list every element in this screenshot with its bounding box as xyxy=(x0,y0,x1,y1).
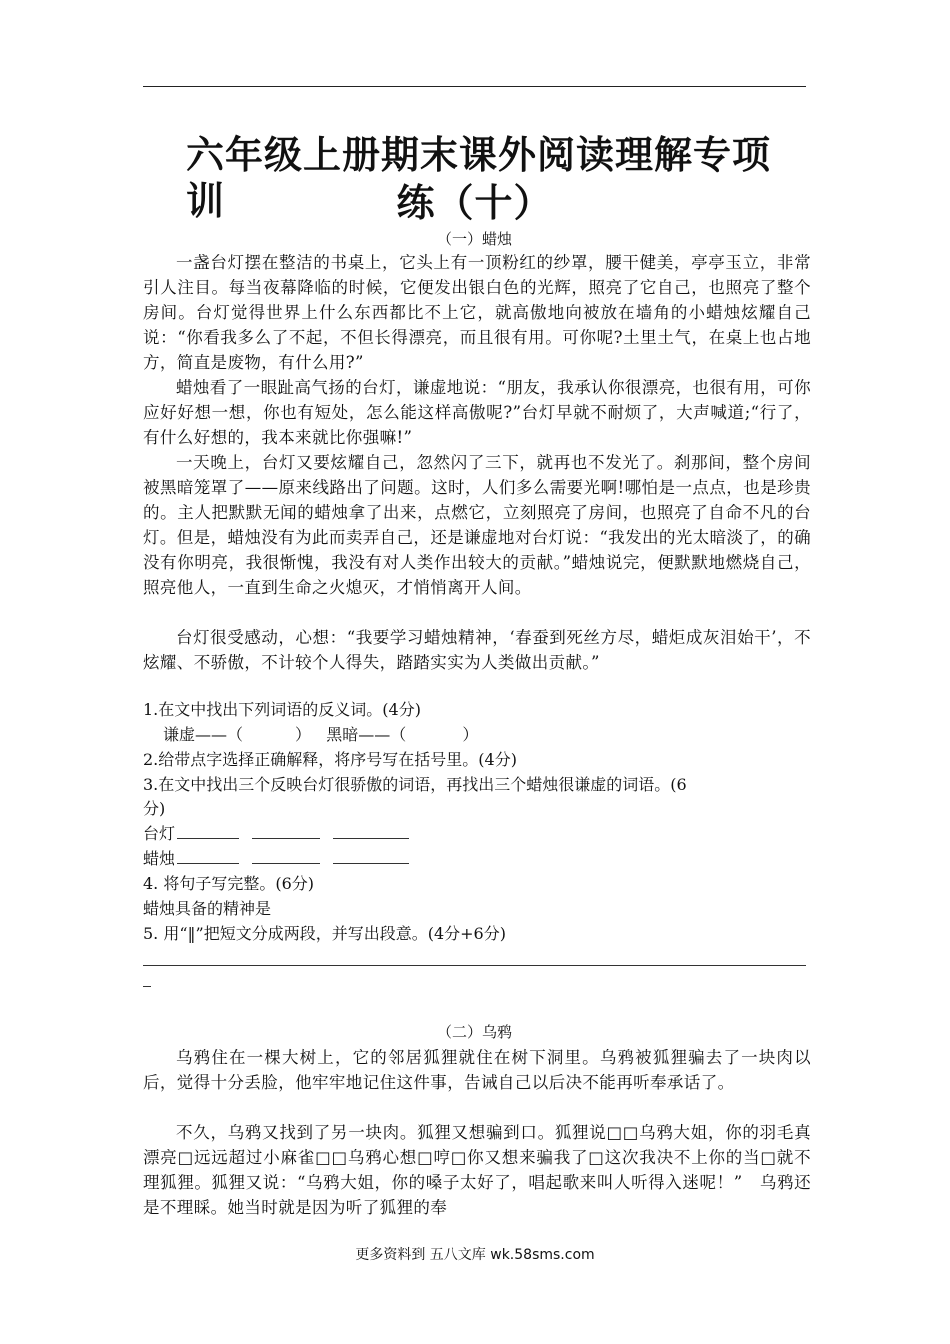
page-title-line-1: 六年级上册期末课外阅读理解专项训 xyxy=(186,133,772,223)
candle-label: 蜡烛 xyxy=(143,849,176,868)
question-2: 2.给带点字选择正确解释，将序号写在括号里。(4分) xyxy=(143,750,517,769)
question-3-candle-row xyxy=(143,847,811,871)
page-title-line-2: 练（十） xyxy=(396,181,553,225)
page-footer: 更多资料到 五八文库 wk.58sms.com xyxy=(355,1247,595,1263)
section-2-paragraph-2: 不久，乌鸦又找到了另一块肉。狐狸又想骗到口。狐狸说□□乌鸦大姐，你的羽毛真漂亮□远远超过小麻雀□□乌鸦心想□哼□你又想来骗我了□这次我决不上你的当□就不理狐狸。狐狸又说：“乌鸦大姐，你的嗓子太好了，唱起歌来叫人听得入迷呢！” 乌鸦还是不理睬。她当时就是因为听了狐狸的奉 xyxy=(143,1123,811,1217)
lamp-label: 台灯 xyxy=(143,824,176,843)
section-1-paragraph-1: 一盏台灯摆在整洁的书桌上，它头上有一顶粉红的纱罩，腰干健美，亭亭玉立，非常引人注目。每当夜幕降临的时候，它便发出银白色的光辉，照亮了它自己，也照亮了整个房间。台灯觉得世界上什么东西都比不上它，就高傲地向被放在墙角的小蜡烛炫耀自己说：“你看我多么了不起，不但长得漂亮，而且很有用。可你呢?土里土气，在桌上也占地方，简直是废物，有什么用?” xyxy=(143,253,811,372)
section-2-paragraph-1: 乌鸦住在一棵大树上，它的邻居狐狸就住在树下洞里。乌鸦被狐狸骗去了一块肉以后，觉得十分丢脸，他牢牢地记住这件事，告诫自己以后决不能再听奉承话了。 xyxy=(143,1048,811,1092)
question-1-blanks xyxy=(163,723,831,747)
question-1: 1.在文中找出下列词语的反义词。(4分) xyxy=(143,700,421,719)
antonym-humble-label: 谦虚——（ xyxy=(163,725,244,744)
lamp-blank-3[interactable] xyxy=(333,824,409,839)
section-1-paragraph-2: 蜡烛看了一眼趾高气扬的台灯，谦虚地说：“朋友，我承认你很漂亮，也很有用，可你应好好想一想，你也有短处，怎么能这样高傲呢?”台灯早就不耐烦了，大声喊道;“行了，有什么好想的，我本来就比你强嘛!” xyxy=(143,378,811,447)
section-1-paragraph-4: 台灯很受感动，心想：“我要学习蜡烛精神，‘春蚕到死丝方尽，蜡炬成灰泪始干’，不炫耀、不骄傲，不计较个人得失，踏踏实实为人类做出贡献。” xyxy=(143,628,811,672)
answer-line[interactable] xyxy=(143,965,806,966)
question-4: 4. 将句子写完整。(6分) xyxy=(143,874,315,893)
candle-blank-1[interactable] xyxy=(177,849,239,864)
answer-line-continuation xyxy=(143,986,151,987)
antonym-dark-close: ） xyxy=(462,725,479,744)
question-3-lamp-row xyxy=(143,822,811,846)
lamp-blank-2[interactable] xyxy=(252,824,320,839)
question-5: 5. 用“‖”把短文分成两段，并写出段意。(4分+6分) xyxy=(143,924,506,943)
question-3-line-2: 分) xyxy=(143,799,166,818)
section-1-paragraph-3: 一天晚上，台灯又要炫耀自己，忽然闪了三下，就再也不发光了。刹那间，整个房间被黑暗笼罩了——原来线路出了问题。这时，人们多么需要光啊!哪怕是一点点，也是珍贵的。主人把默默无闻的蜡烛拿了出来，点燃它，立刻照亮了房间，也照亮了自命不凡的台灯。但是，蜡烛没有为此而卖弄自己，还是谦虚地对台灯说：“我发出的光太暗淡了，的确没有你明亮，我很惭愧，我没有对人类作出较大的贡献。”蜡烛说完，便默默地燃烧自己，照亮他人，一直到生命之火熄灭，才悄悄离开人间。 xyxy=(143,453,811,597)
question-3-line-1: 3.在文中找出三个反映台灯很骄傲的词语，再找出三个蜡烛很谦虚的词语。(6 xyxy=(143,775,687,794)
section-1-heading: （一）蜡烛 xyxy=(436,230,512,248)
candle-blank-3[interactable] xyxy=(333,849,409,864)
antonym-dark-label: 黑暗——（ xyxy=(326,725,407,744)
lamp-blank-1[interactable] xyxy=(177,824,239,839)
candle-blank-2[interactable] xyxy=(252,849,320,864)
section-2-heading: （二）乌鸦 xyxy=(436,1023,512,1041)
antonym-humble-close: ） xyxy=(295,725,312,744)
header-rule xyxy=(143,86,806,87)
question-4-sentence: 蜡烛具备的精神是 xyxy=(143,899,272,918)
